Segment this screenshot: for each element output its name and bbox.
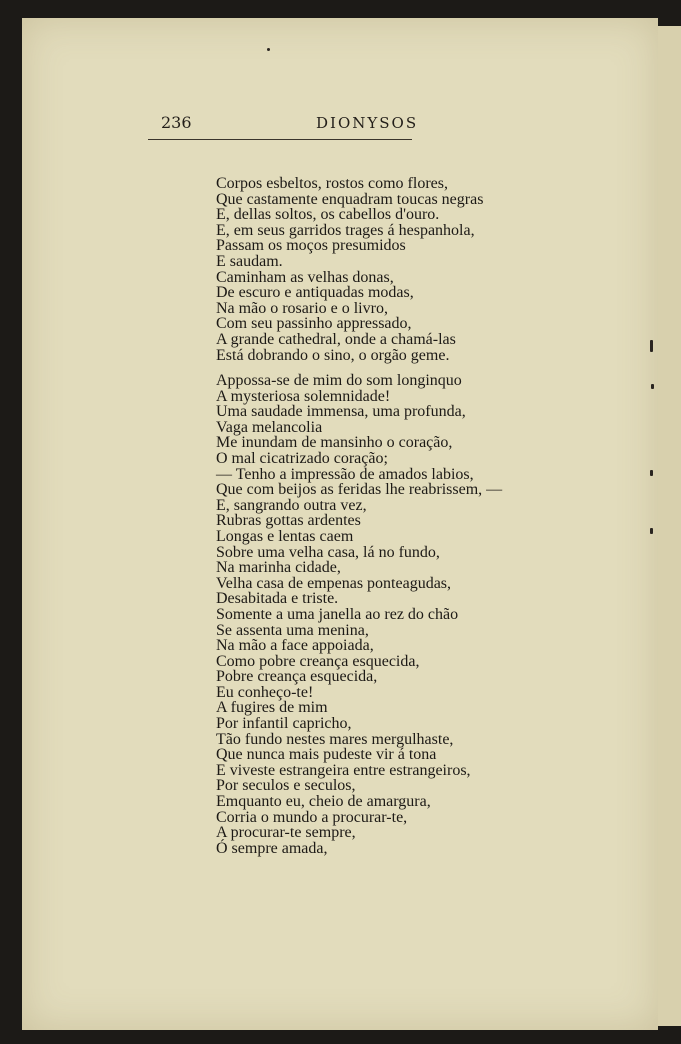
poem-line: Pobre creança esquecida, <box>216 668 378 686</box>
poem-line: Na marinha cidade, <box>216 559 341 577</box>
poem-line: Caminham as velhas donas, <box>216 268 394 286</box>
poem-line: Desabitada e triste. <box>216 590 339 608</box>
poem-stanza-1 <box>216 176 483 363</box>
poem-line: Que nunca mais pudeste vir á tona <box>216 746 437 764</box>
poem-line: Se assenta uma menina, <box>216 621 369 639</box>
poem-line: Tão fundo nestes mares mergulhaste, <box>216 730 454 748</box>
poem-line: O mal cicatrizado coração; <box>216 449 388 467</box>
poem-line: Ó sempre amada, <box>216 839 328 857</box>
poem-line: Com seu passinho appressado, <box>216 315 412 333</box>
poem-line: E, sangrando outra vez, <box>216 496 367 514</box>
poem-line: De escuro e antiquadas modas, <box>216 284 414 302</box>
poem-line: E, dellas soltos, os cabellos d'ouro. <box>216 206 440 224</box>
poem-line: Uma saudade immensa, uma profunda, <box>216 403 466 421</box>
poem-line: A fugires de mim <box>216 699 328 717</box>
poem-line: Passam os moços presumidos <box>216 237 406 255</box>
poem-line: Como pobre creança esquecida, <box>216 652 420 670</box>
poem-line: Que com beijos as feridas lhe reabrissem, — <box>216 481 503 499</box>
poem-stanza-2 <box>216 373 502 856</box>
facing-page-edge <box>654 26 681 1026</box>
poem-line: Longas e lentas caem <box>216 527 354 545</box>
poem-line: Rubras gottas ardentes <box>216 512 361 530</box>
poem-line: Corria o mundo a procurar-te, <box>216 808 408 826</box>
poem-line: — Tenho a impressão de amados labios, <box>216 465 474 483</box>
poem-line: Está dobrando o sino, o orgão geme. <box>216 346 450 364</box>
poem-line: Que castamente enquadram toucas negras <box>216 190 484 208</box>
poem-line: A mysteriosa solemnidade! <box>216 387 391 405</box>
page-header <box>148 113 419 140</box>
poem-line: Vaga melancolia <box>216 418 323 436</box>
poem-line: Velha casa de empenas ponteagudas, <box>216 574 452 592</box>
poem-line: Na mão a face appoiada, <box>216 637 374 655</box>
poem-line: Sobre uma velha casa, lá no fundo, <box>216 543 440 561</box>
poem-line: E, em seus garridos trages á hespanhola, <box>216 221 475 239</box>
poem-line: Somente a uma janella ao rez do chão <box>216 605 459 623</box>
ink-speck <box>651 384 654 389</box>
poem-line: E saudam. <box>216 252 283 270</box>
poem-line: Corpos esbeltos, rostos como flores, <box>216 175 448 192</box>
poem-line: Emquanto eu, cheio de amargura, <box>216 793 431 811</box>
poem-line: E viveste estrangeira entre estrangeiros, <box>216 761 471 779</box>
poem-line: Por infantil capricho, <box>216 715 352 733</box>
ink-speck <box>650 470 653 476</box>
ink-speck <box>650 340 653 352</box>
poem-line: Appossa-se de mim do som longinquo <box>216 372 462 389</box>
running-title: DIONYSOS <box>316 114 419 132</box>
poem-line: A procurar-te sempre, <box>216 824 356 842</box>
ink-speck <box>650 528 653 534</box>
poem-line: Por seculos e seculos, <box>216 777 356 795</box>
poem-line: Me inundam de mansinho o coração, <box>216 434 453 452</box>
page-number: 236 <box>161 113 192 132</box>
poem-line: A grande cathedral, onde a chamá-las <box>216 330 456 348</box>
poem-line: Eu conheço-te! <box>216 683 314 701</box>
ink-speck <box>267 48 270 51</box>
poem-line: Na mão o rosario e o livro, <box>216 299 388 317</box>
